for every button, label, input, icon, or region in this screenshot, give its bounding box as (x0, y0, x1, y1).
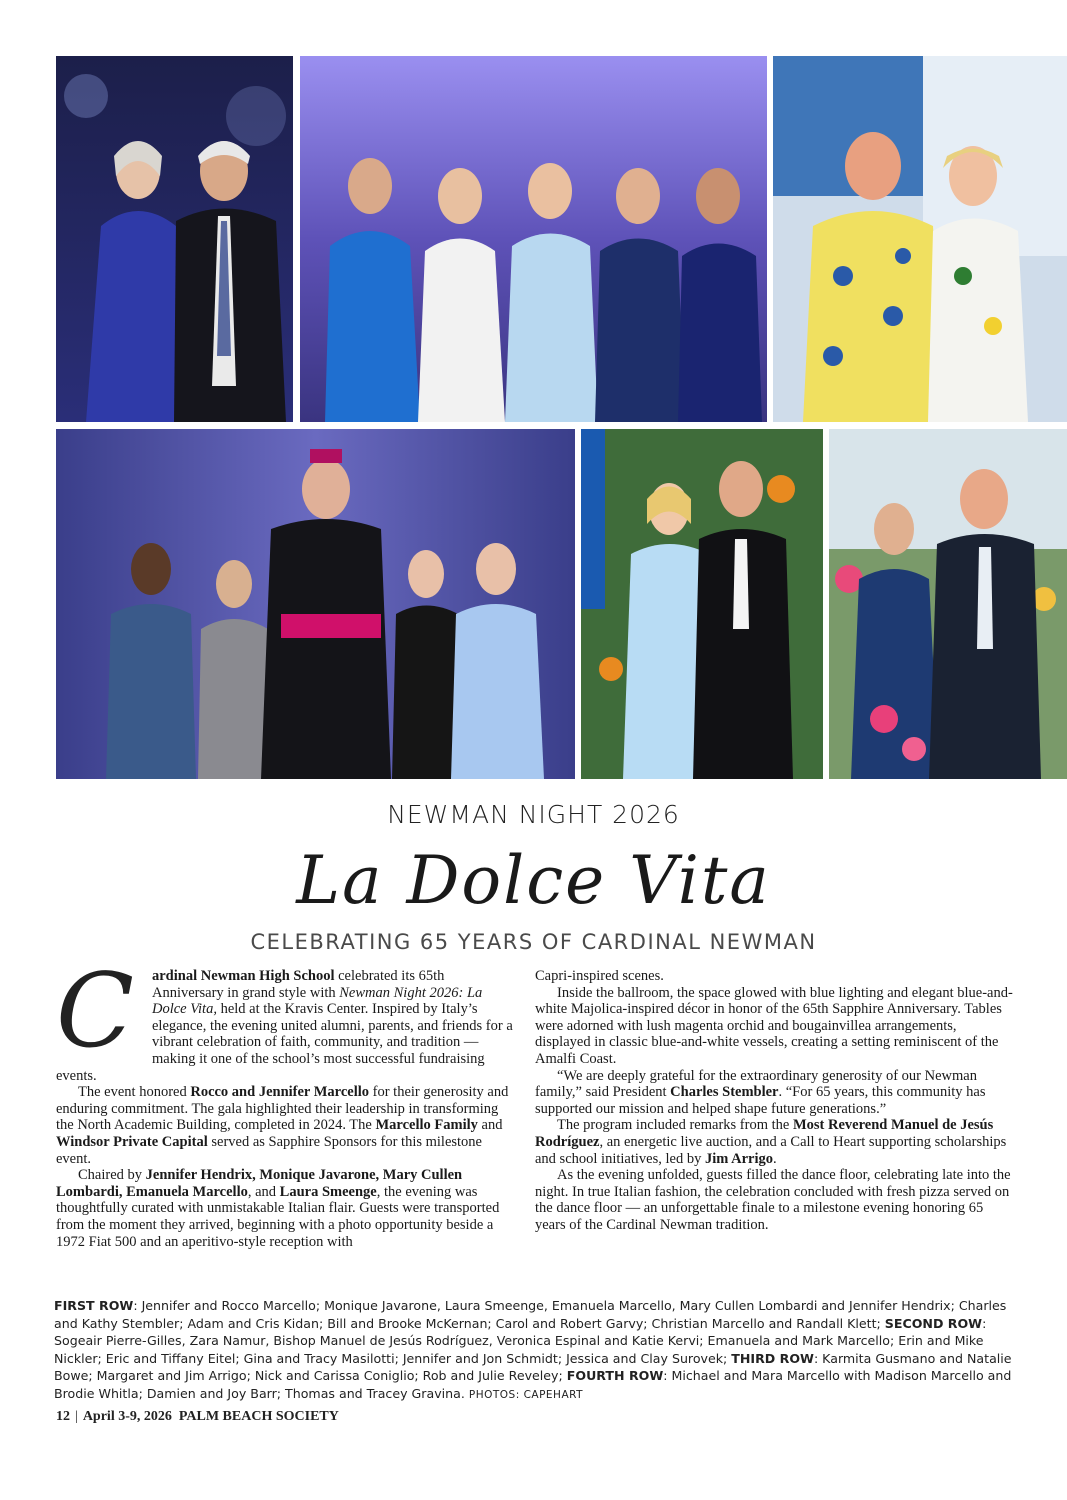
article-paragraph: The program included remarks from the Most Reverend Manuel de Jesús Rodríguez, an energetic live auction, and a Call to Heart supporting scholarships and school initiatives, led by Jim Arrigo. (535, 1117, 1007, 1167)
page-number: 12 (56, 1409, 70, 1424)
photo-row1-group (300, 56, 767, 422)
footer-separator: | (75, 1409, 78, 1424)
photo-credit: PHOTOS: CAPEHART (468, 1388, 584, 1401)
article-paragraph: The event honored Rocco and Jennifer Marcello for their generosity and enduring commitment. The gala highlighted their leadership in transforming the North Academic Building, completed in 2024. The Marcello Family and Windsor Private Capital served as Sapphire Sponsors for this milestone event. (56, 1084, 509, 1167)
page-subtitle: CELEBRATING 65 YEARS OF CARDINAL NEWMAN (250, 930, 817, 954)
photo-row1-couple (56, 56, 293, 422)
article-paragraph: Inside the ballroom, the space glowed with blue lighting and elegant blue-and-white Majolica-inspired décor in honor of the 65th Sapphire Anniversary. Tables were adorned with lush magenta orchid and bougainvillea arrangements, displayed in classic blue-and-white vessels, creating a setting reminiscent of the Amalfi Coast. (535, 984, 1013, 1067)
article-paragraph: As the evening unfolded, guests filled the dance floor, celebrating late into the night. In true Italian fashion, the celebration concluded with fresh pizza served on the dance floor — an unforgettable finale to a milestone evening honoring 65 years of the Cardinal Newman tradition. (535, 1167, 1011, 1233)
issue-date: April 3-9, 2026 (82, 1409, 172, 1424)
article-paragraph: Chaired by Jennifer Hendrix, Monique Javarone, Mary Cullen Lombardi, Emanuela Marcello, and Laura Smeenge, the evening was thoughtfully curated with unmistakable Italian flair. Guests were transported from the moment they arrived, beginning with a photo opportunity beside a 1972 Fiat 500 and an aperitivo-style reception with (56, 1167, 500, 1250)
caption-row-label: SECOND ROW (884, 1315, 983, 1331)
publication-name: PALM BEACH SOCIETY (178, 1409, 339, 1424)
caption-row-label: FIRST ROW (54, 1298, 134, 1313)
caption-row-label: THIRD ROW (731, 1350, 814, 1366)
page-footer (56, 1409, 339, 1425)
article-column-right (535, 968, 1013, 1234)
photo-row2-blue-dress-couple (581, 429, 823, 779)
article-column-left (56, 952, 517, 1250)
photo-row1-lemon-couple (773, 56, 1067, 422)
drop-cap: C (56, 952, 135, 1071)
photo-row2-bishop-group (56, 429, 575, 779)
article-paragraph: Capri-inspired scenes. (535, 968, 664, 984)
photo-row2-floral-couple (829, 429, 1067, 779)
article-paragraph: C ardinal Newman High School celebrated its 65th Anniversary in grand style with Newman Night 2026: La Dolce Vita, held at the Kravis Center. Inspired by Italy’s elegance, the evening united alumni, parents, and friends for a vibrant celebration of faith, community, and tradition — making it one of the school’s most successful fundraising events. (56, 952, 513, 1084)
caption-row-label: FOURTH ROW (566, 1368, 664, 1383)
page-title: La Dolce Vita (296, 842, 771, 919)
photo-captions: FIRST ROW: Jennifer and Rocco Marcello; Monique Javarone, Laura Smeenge, Emanuela Marcello, Mary Cullen Lombardi and Jennifer Hendrix; Charles and Kathy Stembler; Adam and Cris Kidan; Bill and Brooke McKernan; Carol and Robert Garvy; Christian Marcello and Randall Klett; SECOND ROW: Sogeair Pierre-Gilles, Zara Namur, Bishop Manuel de Jesús Rodríguez, Veronica Espinal and Katie Kervi; Emanuela and Mark Marcello; Erin and Mike Nickler; Eric and Tiffany Eitel; Gina and Tracy Masilotti; Jennifer and Jon Schmidt; Jessica and Clay Surovek; THIRD ROW: Karmita Gusmano and Natalie Bowe; Margaret and Jim Arrigo; Nick and Carissa Coniglio; Rob and Julie Reveley; FOURTH ROW: Michael and Mara Marcello with Madison Marcello and Brodie Whitla; Damien and Joy Barr; Thomas and Tracey Gravina. PHOTOS: CAPEHART (54, 1298, 1012, 1401)
section-kicker: NEWMAN NIGHT 2026 (387, 800, 680, 829)
article-paragraph: “We are deeply grateful for the extraordinary generosity of our Newman family,” said President Charles Stembler. “For 65 years, this community has supported our mission and helped shape future generations.” (535, 1067, 986, 1117)
